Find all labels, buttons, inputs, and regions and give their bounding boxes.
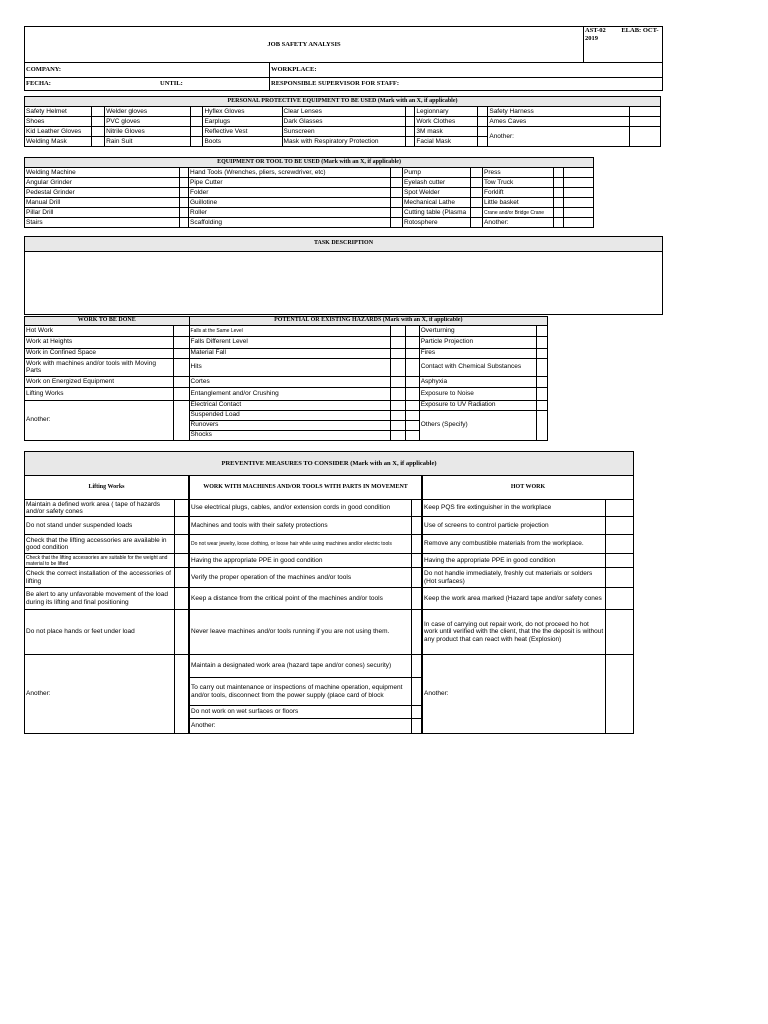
hazard-checkbox[interactable]: [536, 400, 547, 410]
document-code-cell: [584, 27, 663, 63]
hazard-item: Shocks: [189, 430, 391, 440]
hazard-item: Entanglement and/or Crushing: [189, 387, 391, 400]
machine-measure: Keep a distance from the critical point of the machines and/or tools: [190, 588, 412, 610]
ppe-item: Nitrile Gloves: [105, 127, 191, 137]
task-title: TASK DESCRIPTION: [25, 237, 663, 252]
equipment-item: Press: [483, 168, 554, 178]
measure-checkbox[interactable]: [175, 588, 189, 610]
ppe-checkbox[interactable]: [406, 137, 415, 147]
measure-checkbox[interactable]: [412, 568, 422, 588]
ppe-item: Hyflex Gloves: [203, 107, 282, 117]
ppe-checkbox[interactable]: [91, 127, 104, 137]
machine-measure: Do not work on wet surfaces or floors: [190, 706, 412, 719]
equipment-checkbox[interactable]: [554, 178, 564, 188]
equipment-checkbox[interactable]: [180, 208, 189, 218]
work-checkbox[interactable]: [174, 358, 189, 376]
measure-checkbox[interactable]: [412, 535, 422, 554]
ppe-item: Earplugs: [203, 117, 282, 127]
hazard-checkbox[interactable]: [391, 348, 405, 358]
equipment-item: Welding Machine: [25, 168, 180, 178]
measure-checkbox[interactable]: [412, 719, 422, 734]
hazard-checkbox[interactable]: [536, 410, 547, 440]
equipment-checkbox[interactable]: [471, 188, 483, 198]
equipment-checkbox[interactable]: [554, 208, 564, 218]
work-title: WORK TO BE DONE: [25, 317, 190, 326]
lifting-measure: Check that the lifting accessories are suitable for the weight and material to be lifted: [25, 554, 175, 568]
machine-measure: Never leave machines and/or tools running if you are not using them.: [190, 610, 412, 655]
measure-checkbox[interactable]: [412, 588, 422, 610]
ppe-checkbox[interactable]: [630, 117, 661, 127]
equipment-checkbox[interactable]: [180, 198, 189, 208]
equipment-item: Pedestal Grinder: [25, 188, 180, 198]
hazard-checkbox[interactable]: [536, 336, 547, 348]
measure-checkbox[interactable]: [175, 568, 189, 588]
ppe-checkbox[interactable]: [406, 117, 415, 127]
lifting-measure: Check that the lifting accessories are available in good condition: [25, 535, 175, 554]
work-checkbox[interactable]: [174, 387, 189, 400]
elab-date: ELAB: OCT-: [621, 27, 659, 34]
ppe-item: 3M mask: [415, 127, 478, 137]
work-checkbox[interactable]: [174, 348, 189, 358]
hazard-item: Material Fall: [189, 348, 391, 358]
hazard-checkbox[interactable]: [391, 430, 405, 440]
equipment-table: [24, 157, 594, 228]
elab-year: 2019: [585, 34, 598, 42]
machines-header: WORK WITH MACHINES AND/OR TOOLS WITH PARTS IN MOVEMENT: [190, 476, 422, 500]
hot-measure: Remove any combustible materials from the workplace.: [423, 535, 606, 554]
equipment-item: Eyelash cutter: [403, 178, 471, 188]
ppe-item: Rain Suit: [105, 137, 191, 147]
workplace-field[interactable]: WORKPLACE:: [270, 63, 663, 78]
equipment-item: Pump: [403, 168, 471, 178]
task-description-field[interactable]: [25, 252, 663, 315]
ppe-checkbox[interactable]: [406, 107, 415, 117]
hazard-checkbox[interactable]: [391, 376, 405, 387]
until-label: UNTIL:: [160, 80, 183, 88]
ppe-item: Welding Mask: [25, 137, 92, 147]
measure-checkbox[interactable]: [412, 610, 422, 655]
hazard-checkbox[interactable]: [536, 376, 547, 387]
equipment-item: Crane and/or Bridge Crane: [483, 208, 554, 218]
measure-checkbox[interactable]: [175, 655, 189, 734]
hazard-item: Particle Projection: [419, 336, 536, 348]
ppe-checkbox[interactable]: [478, 127, 488, 137]
ppe-item: Ames Caves: [488, 117, 630, 127]
ppe-checkbox[interactable]: [406, 127, 415, 137]
work-item: Hot Work: [25, 325, 174, 336]
work-item: Work on Energized Equipment: [25, 376, 174, 387]
measure-checkbox[interactable]: [606, 588, 634, 610]
measure-checkbox[interactable]: [412, 500, 422, 517]
equipment-item: Cutting table (Plasma: [403, 208, 471, 218]
hazard-item: Cortes: [189, 376, 391, 387]
hazard-checkbox[interactable]: [536, 358, 547, 376]
hazard-item: Fires: [419, 348, 536, 358]
measure-checkbox[interactable]: [412, 554, 422, 568]
fecha-field[interactable]: [25, 78, 270, 91]
machine-measure: Machines and tools with their safety protections: [190, 517, 412, 535]
supervisor-field[interactable]: RESPONSIBLE SUPERVISOR FOR STAFF:: [270, 78, 663, 91]
machine-measure: Do not wear jewelry, loose clothing, or loose hair while using machines and/or electric tools: [190, 535, 412, 554]
machine-measure: Maintain a designated work area (hazard tape and/or cones) security): [190, 655, 412, 678]
hazard-checkbox[interactable]: [536, 325, 547, 336]
ppe-item: Safety Harness: [488, 107, 630, 117]
ppe-checkbox[interactable]: [191, 107, 203, 117]
hot-measure: Do not handle immediately, freshly cut materials or solders (Hot surfaces): [423, 568, 606, 588]
ppe-another-field[interactable]: Another:: [488, 127, 630, 147]
hazard-item: Contact with Chemical Substances: [419, 358, 536, 376]
measure-checkbox[interactable]: [175, 500, 189, 517]
equipment-item: Roller: [189, 208, 391, 218]
measure-checkbox[interactable]: [606, 554, 634, 568]
measure-checkbox[interactable]: [175, 610, 189, 655]
equipment-checkbox[interactable]: [391, 198, 403, 208]
measure-checkbox[interactable]: [606, 610, 634, 655]
measure-checkbox[interactable]: [175, 517, 189, 535]
measure-checkbox[interactable]: [606, 655, 634, 734]
hot-work-header: HOT WORK: [423, 476, 634, 500]
hazard-checkbox[interactable]: [391, 336, 405, 348]
work-another-field[interactable]: Another:: [25, 400, 174, 440]
ppe-item: Clear Lenses: [282, 107, 406, 117]
equipment-item: Forklift: [483, 188, 554, 198]
machine-another-field[interactable]: Another:: [190, 719, 412, 734]
equipment-item: Angular Grinder: [25, 178, 180, 188]
ppe-checkbox[interactable]: [478, 107, 488, 117]
lifting-measure: Be alert to any unfavorable movement of the load during its lifting and final positioning: [25, 588, 175, 610]
ppe-checkbox[interactable]: [191, 117, 203, 127]
measure-checkbox[interactable]: [606, 568, 634, 588]
measure-checkbox[interactable]: [412, 517, 422, 535]
equipment-checkbox[interactable]: [554, 188, 564, 198]
hazard-checkbox[interactable]: [391, 400, 405, 410]
lifting-measure: Do not place hands or feet under load: [25, 610, 175, 655]
equipment-item: Guillotine: [189, 198, 391, 208]
work-checkbox[interactable]: [174, 336, 189, 348]
hot-measure: Keep PQS fire extinguisher in the workplace: [423, 500, 606, 517]
measure-checkbox[interactable]: [606, 535, 634, 554]
hazard-checkbox[interactable]: [391, 420, 405, 430]
work-item: Work with machines and/or tools with Moving Parts: [25, 358, 174, 376]
ppe-checkbox[interactable]: [191, 127, 203, 137]
fecha-label: FECHA:: [26, 80, 51, 88]
equipment-checkbox[interactable]: [180, 178, 189, 188]
equipment-checkbox[interactable]: [180, 168, 189, 178]
equipment-checkbox[interactable]: [391, 168, 403, 178]
ppe-checkbox[interactable]: [91, 107, 104, 117]
work-item: Work in Confined Space: [25, 348, 174, 358]
machine-measure: Use electrical plugs, cables, and/or extension cords in good condition: [190, 500, 412, 517]
equipment-item: Pillar Drill: [25, 208, 180, 218]
ppe-checkbox[interactable]: [630, 107, 661, 117]
lifting-measure: Do not stand under suspended loads: [25, 517, 175, 535]
hazard-item: Falls at the Same Level: [189, 325, 391, 336]
ppe-title: PERSONAL PROTECTIVE EQUIPMENT TO BE USED (Mark with an X, if applicable): [25, 97, 661, 107]
hazard-checkbox[interactable]: [536, 348, 547, 358]
ppe-item: Facial Mask: [415, 137, 478, 147]
hot-measure: Use of screens to control particle projection: [423, 517, 606, 535]
ppe-checkbox[interactable]: [91, 137, 104, 147]
equipment-item: Rotosphere: [403, 218, 471, 228]
equipment-checkbox[interactable]: [180, 188, 189, 198]
ppe-item: Reflective Vest: [203, 127, 282, 137]
ppe-item: PVC gloves: [105, 117, 191, 127]
equipment-checkbox[interactable]: [471, 168, 483, 178]
hazard-checkbox[interactable]: [536, 387, 547, 400]
equipment-title: EQUIPMENT OR TOOL TO BE USED (Mark with an X, if applicable): [25, 158, 594, 168]
ppe-item: Sunscreen: [282, 127, 406, 137]
measure-checkbox[interactable]: [606, 517, 634, 535]
hazard-item: Exposure to UV Radiation: [419, 400, 536, 410]
document-code: AST-02: [585, 27, 606, 34]
hazard-checkbox[interactable]: [391, 387, 405, 400]
hazard-checkbox[interactable]: [391, 410, 405, 420]
equipment-checkbox[interactable]: [391, 208, 403, 218]
ppe-item: Work Clothes: [415, 117, 478, 127]
hazard-item: Overturning: [419, 325, 536, 336]
measure-checkbox[interactable]: [175, 535, 189, 554]
hazard-item: Suspended Load: [189, 410, 391, 420]
hazard-item: Hits: [189, 358, 391, 376]
work-item: Work at Heights: [25, 336, 174, 348]
ppe-checkbox[interactable]: [478, 117, 488, 127]
work-checkbox[interactable]: [174, 325, 189, 336]
equipment-checkbox[interactable]: [180, 218, 189, 228]
work-checkbox[interactable]: [174, 376, 189, 387]
equipment-checkbox[interactable]: [391, 178, 403, 188]
measure-checkbox[interactable]: [175, 554, 189, 568]
hazard-checkbox[interactable]: [391, 325, 405, 336]
ppe-checkbox[interactable]: [478, 137, 488, 147]
lifting-works-header: Lifting Works: [25, 476, 189, 500]
company-field[interactable]: COMPANY:: [25, 63, 270, 78]
ppe-item: Dark Glasses: [282, 117, 406, 127]
hot-another-field[interactable]: Another:: [423, 655, 606, 734]
equipment-checkbox[interactable]: [554, 218, 564, 228]
lifting-another-field[interactable]: Another:: [25, 655, 175, 734]
task-table: [24, 236, 663, 315]
equipment-item: Mechanical Lathe: [403, 198, 471, 208]
equipment-item: Spot Welder: [403, 188, 471, 198]
ppe-item: Legionnary: [415, 107, 478, 117]
machine-measure: Verify the proper operation of the machines and/or tools: [190, 568, 412, 588]
ppe-checkbox[interactable]: [191, 137, 203, 147]
equipment-checkbox[interactable]: [391, 218, 403, 228]
equipment-checkbox[interactable]: [391, 188, 403, 198]
equipment-checkbox[interactable]: [471, 178, 483, 188]
measure-checkbox[interactable]: [606, 500, 634, 517]
work-hazards-table: [24, 316, 548, 441]
hot-measure: Keep the work area marked (Hazard tape and/or safety cones: [423, 588, 606, 610]
measures-table: [24, 451, 634, 734]
ppe-item: Mask with Respiratory Protection: [282, 137, 406, 147]
ppe-checkbox[interactable]: [91, 117, 104, 127]
equipment-checkbox[interactable]: [471, 208, 483, 218]
hazard-item: Asphyxia: [419, 376, 536, 387]
hot-measure: Having the appropriate PPE in good condition: [423, 554, 606, 568]
equipment-item: Little basket: [483, 198, 554, 208]
equipment-item: Folder: [189, 188, 391, 198]
equipment-checkbox[interactable]: [471, 218, 483, 228]
measure-checkbox[interactable]: [412, 655, 422, 678]
measure-checkbox[interactable]: [412, 706, 422, 719]
lifting-measure: Check the correct installation of the accessories of lifting: [25, 568, 175, 588]
ppe-table: [24, 96, 661, 147]
ppe-checkbox[interactable]: [630, 127, 661, 147]
work-item: Lifting Works: [25, 387, 174, 400]
ppe-item: Boots: [203, 137, 282, 147]
machine-measure: To carry out maintenance or inspections of machine operation, equipment and/or tools, disconnect from the power supply (place card of block: [190, 678, 412, 706]
hazard-checkbox[interactable]: [391, 358, 405, 376]
ppe-item: Welder gloves: [105, 107, 191, 117]
hot-measure: In case of carrying out repair work, do not proceed ho hot work until verified with the client, that the the deposit is without any product that can react with heat (Explosion): [423, 610, 606, 655]
header-table: [24, 26, 663, 91]
measures-title: PREVENTIVE MEASURES TO CONSIDER (Mark with an X, if applicable): [25, 452, 634, 476]
ppe-item: Kid Leather Gloves: [25, 127, 92, 137]
measure-checkbox[interactable]: [412, 678, 422, 706]
hazard-others-field[interactable]: Others (Specify): [419, 410, 536, 440]
equipment-item: Stairs: [25, 218, 180, 228]
ppe-item: Shoes: [25, 117, 92, 127]
hazards-title: POTENTIAL OR EXISTING HAZARDS (Mark with an X, if applicable): [189, 317, 547, 326]
equipment-item: Scaffolding: [189, 218, 391, 228]
equipment-item: Pipe Cutter: [189, 178, 391, 188]
work-checkbox[interactable]: [174, 400, 189, 440]
hazard-item: Falls Different Level: [189, 336, 391, 348]
equipment-checkbox[interactable]: [554, 198, 564, 208]
equipment-item: Another:: [483, 218, 554, 228]
equipment-item: Tow Truck: [483, 178, 554, 188]
equipment-checkbox[interactable]: [471, 198, 483, 208]
machine-measure: Having the appropriate PPE in good condition: [190, 554, 412, 568]
hazard-item: Electrical Contact: [189, 400, 391, 410]
hazard-item: Exposure to Noise: [419, 387, 536, 400]
ppe-item: Safety Helmet: [25, 107, 92, 117]
lifting-measure: Maintain a defined work area ( tape of hazards and/or safety cones: [25, 500, 175, 517]
document-title: JOB SAFETY ANALYSIS: [25, 27, 584, 63]
equipment-item: Hand Tools (Wrenches, pliers, screwdriver, etc): [189, 168, 391, 178]
hazard-item: Runovers: [189, 420, 391, 430]
equipment-checkbox[interactable]: [554, 168, 564, 178]
equipment-item: Manual Drill: [25, 198, 180, 208]
